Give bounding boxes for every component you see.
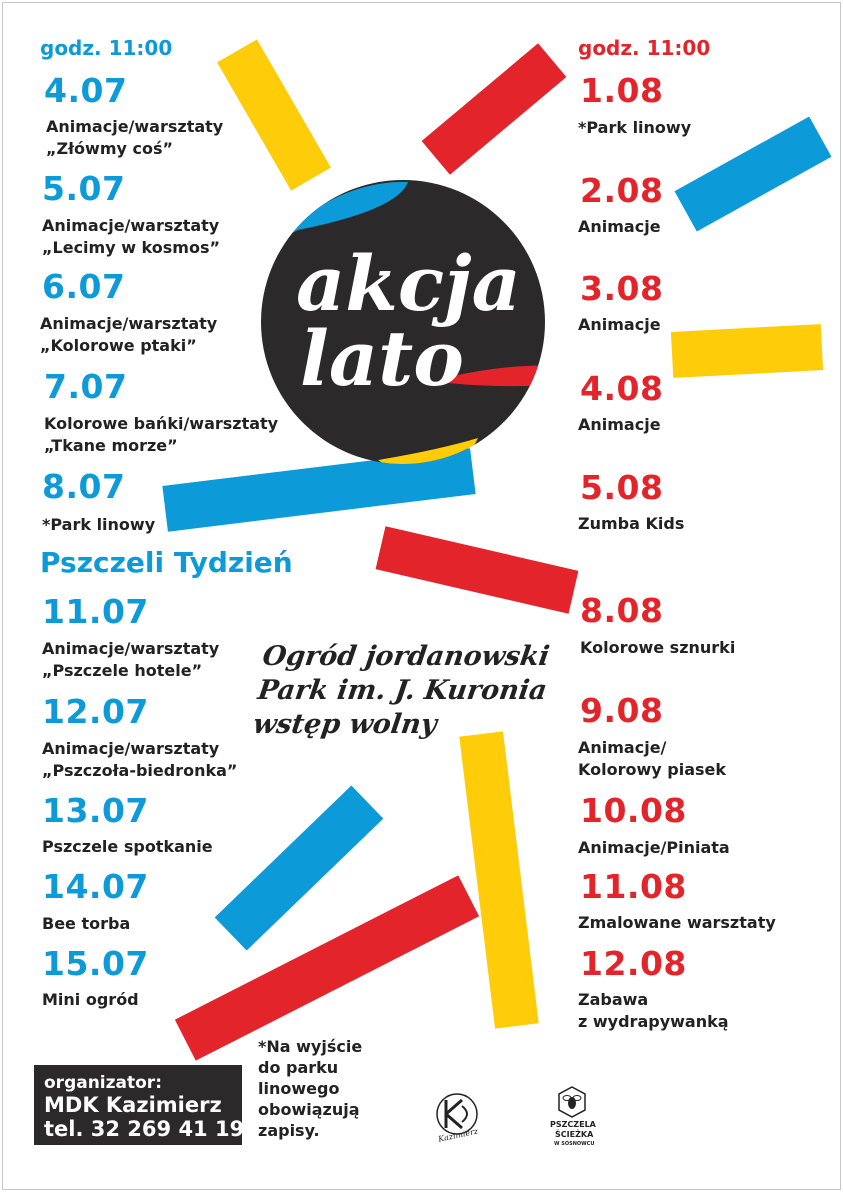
logo-line-1: akcja bbox=[296, 239, 521, 328]
right-desc-10b: z wydrapywanką bbox=[578, 1012, 729, 1031]
note-line-2: do parku bbox=[258, 1058, 339, 1077]
bee-path-logo-line-2: ŚCIEŻKA bbox=[555, 1130, 594, 1139]
right-desc-8a: Animacje/Piniata bbox=[578, 838, 730, 857]
note-line-1: *Na wyjście bbox=[258, 1037, 363, 1056]
organizer-label: organizator: bbox=[44, 1073, 162, 1093]
bee-path-logo-line-3: W SOSNOWCU bbox=[554, 1141, 595, 1147]
left-date-5: 8.07 bbox=[42, 467, 126, 506]
bee-desc-2b: „Pszczoła-biedronka” bbox=[42, 761, 238, 780]
left-desc-1b: „Złówmy coś” bbox=[46, 139, 174, 158]
left-desc-2a: Animacje/warsztaty bbox=[42, 216, 220, 235]
bee-desc-1b: „Pszczele hotele” bbox=[42, 661, 203, 680]
left-desc-3a: Animacje/warsztaty bbox=[40, 314, 218, 333]
right-desc-9a: Zmalowane warsztaty bbox=[578, 913, 776, 932]
right-desc-5a: Zumba Kids bbox=[578, 514, 685, 533]
right-date-10: 12.08 bbox=[580, 944, 687, 983]
organizer-box bbox=[34, 1065, 245, 1145]
right-desc-6a: Kolorowe sznurki bbox=[580, 638, 736, 657]
right-desc-2a: Animacje bbox=[578, 217, 661, 236]
venue-info bbox=[251, 640, 554, 742]
yellow-stripe-right bbox=[671, 324, 823, 378]
mdk-kazimierz-logo bbox=[432, 1088, 482, 1144]
logo-line-2: lato bbox=[300, 314, 464, 403]
left-date-2: 5.07 bbox=[42, 169, 126, 208]
organizer-phone: tel. 32 269 41 19 bbox=[44, 1117, 245, 1141]
bee-date-1: 11.07 bbox=[42, 592, 149, 631]
right-desc-7a: Animacje/ bbox=[578, 738, 667, 757]
akcja-lato-logo bbox=[258, 180, 558, 480]
bee-desc-2a: Animacje/warsztaty bbox=[42, 739, 220, 758]
right-desc-4a: Animacje bbox=[578, 415, 661, 434]
right-desc-7b: Kolorowy piasek bbox=[578, 760, 726, 779]
right-date-8: 10.08 bbox=[580, 791, 687, 830]
right-desc-10a: Zabawa bbox=[578, 990, 649, 1009]
venue-line-1: Ogród jordanowski bbox=[260, 641, 552, 672]
note-line-3: linowego bbox=[258, 1079, 340, 1098]
right-date-2: 2.08 bbox=[580, 171, 664, 210]
mdk-logo-text: Kazimierz bbox=[437, 1126, 479, 1144]
organizer-name: MDK Kazimierz bbox=[44, 1093, 222, 1117]
left-desc-4a: Kolorowe bańki/warsztaty bbox=[44, 414, 279, 433]
note-line-5: zapisy. bbox=[258, 1121, 320, 1140]
left-date-1: 4.07 bbox=[44, 71, 128, 110]
bee-date-2: 12.07 bbox=[42, 692, 149, 731]
left-desc-3b: „Kolorowe ptaki” bbox=[40, 336, 197, 355]
left-desc-4b: „Tkane morze” bbox=[44, 436, 178, 455]
right-date-7: 9.08 bbox=[580, 691, 664, 730]
right-hour: godz. 11:00 bbox=[578, 36, 711, 60]
left-desc-1a: Animacje/warsztaty bbox=[46, 117, 224, 136]
rope-park-note bbox=[258, 1036, 362, 1141]
bee-desc-5a: Mini ogród bbox=[42, 990, 139, 1009]
left-date-4: 7.07 bbox=[44, 367, 128, 406]
right-desc-1a: *Park linowy bbox=[578, 118, 692, 137]
left-hour: godz. 11:00 bbox=[40, 36, 173, 60]
bee-date-5: 15.07 bbox=[42, 944, 149, 983]
right-date-5: 5.08 bbox=[580, 468, 664, 507]
right-desc-3a: Animacje bbox=[578, 315, 661, 334]
left-desc-5a: *Park linowy bbox=[42, 515, 156, 534]
right-date-3: 3.08 bbox=[580, 269, 664, 308]
venue-line-2: Park im. J. Kuronia bbox=[255, 675, 549, 706]
right-date-9: 11.08 bbox=[580, 867, 687, 906]
hexagon-bee-icon bbox=[557, 1086, 587, 1118]
venue-line-3: wstęp wolny bbox=[251, 709, 439, 740]
note-line-4: obowiązują bbox=[258, 1100, 360, 1119]
bee-date-3: 13.07 bbox=[42, 791, 149, 830]
bee-week-title: Pszczeli Tydzień bbox=[40, 546, 293, 579]
bee-date-4: 14.07 bbox=[42, 867, 149, 906]
bee-desc-4a: Bee torba bbox=[42, 914, 131, 933]
bee-desc-1a: Animacje/warsztaty bbox=[42, 639, 220, 658]
right-date-6: 8.08 bbox=[580, 591, 664, 630]
left-date-3: 6.07 bbox=[42, 267, 126, 306]
right-date-4: 4.08 bbox=[580, 369, 664, 408]
left-desc-2b: „Lecimy w kosmos” bbox=[42, 238, 220, 257]
bee-desc-3a: Pszczele spotkanie bbox=[42, 837, 213, 856]
bee-path-logo-line-1: PSZCZELA bbox=[550, 1120, 596, 1129]
right-date-1: 1.08 bbox=[580, 71, 664, 110]
